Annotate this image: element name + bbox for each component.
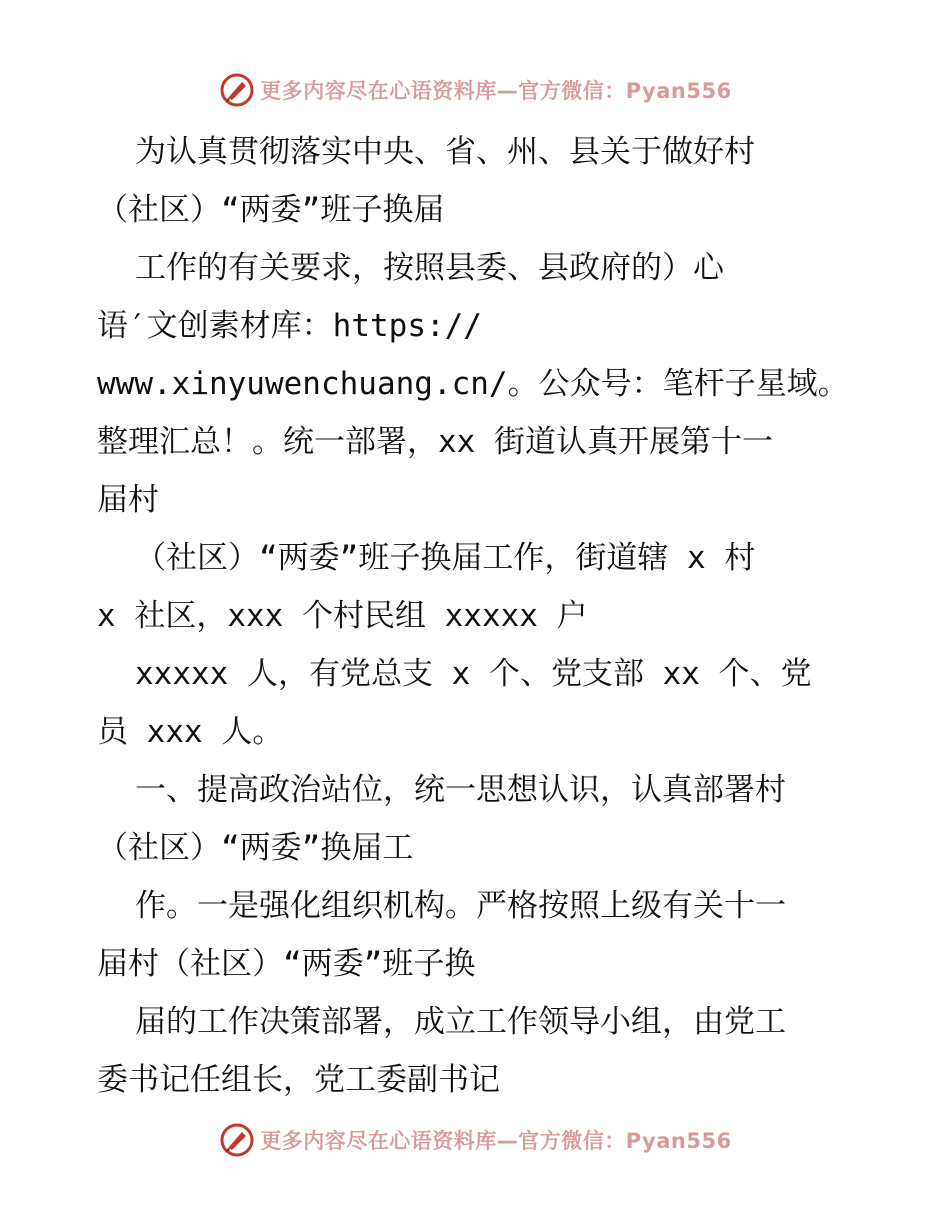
text-line: www.xinyuwenchuang.cn/。公众号：笔杆子星域。 bbox=[97, 366, 849, 402]
text-line: 整理汇总！。统一部署，xx 街道认真开展第十一 bbox=[97, 424, 773, 460]
text-line: 委书记任组长，党工委副书记 bbox=[97, 1062, 500, 1098]
footer-banner bbox=[0, 1120, 950, 1160]
text-line: 为认真贯彻落实中央、省、州、县关于做好村 bbox=[135, 134, 755, 170]
text-line: 届的工作决策部署，成立工作领导小组，由党工 bbox=[135, 1004, 786, 1040]
text-line: （社区）“两委”班子换届工作，街道辖 x 村 bbox=[135, 540, 756, 576]
footer-banner-text: 更多内容尽在心语资料库—官方微信：Pyan556 bbox=[260, 1129, 732, 1153]
text-line: 作。一是强化组织机构。严格按照上级有关十一 bbox=[135, 888, 786, 924]
text-line: （社区）“两委”换届工 bbox=[97, 830, 414, 866]
pen-logo-icon bbox=[218, 1121, 256, 1159]
text-line: 语′文创素材库：https:// bbox=[97, 308, 482, 344]
header-banner bbox=[0, 70, 950, 110]
document-body bbox=[97, 123, 857, 1109]
text-line: xxxxx 人，有党总支 x 个、党支部 xx 个、党 bbox=[135, 656, 812, 692]
header-banner-text: 更多内容尽在心语资料库—官方微信：Pyan556 bbox=[260, 79, 732, 103]
text-line: x 社区，xxx 个村民组 xxxxx 户 bbox=[97, 598, 588, 634]
text-line: 一、提高政治站位，统一思想认识，认真部署村 bbox=[135, 772, 786, 808]
text-line: 届村 bbox=[97, 482, 159, 518]
text-line: 员 xxx 人。 bbox=[97, 714, 284, 750]
text-line: （社区）“两委”班子换届 bbox=[97, 192, 445, 228]
pen-logo-icon bbox=[218, 71, 256, 109]
text-line: 届村（社区）“两委”班子换 bbox=[97, 946, 476, 982]
text-line: 工作的有关要求，按照县委、县政府的）心 bbox=[135, 250, 724, 286]
